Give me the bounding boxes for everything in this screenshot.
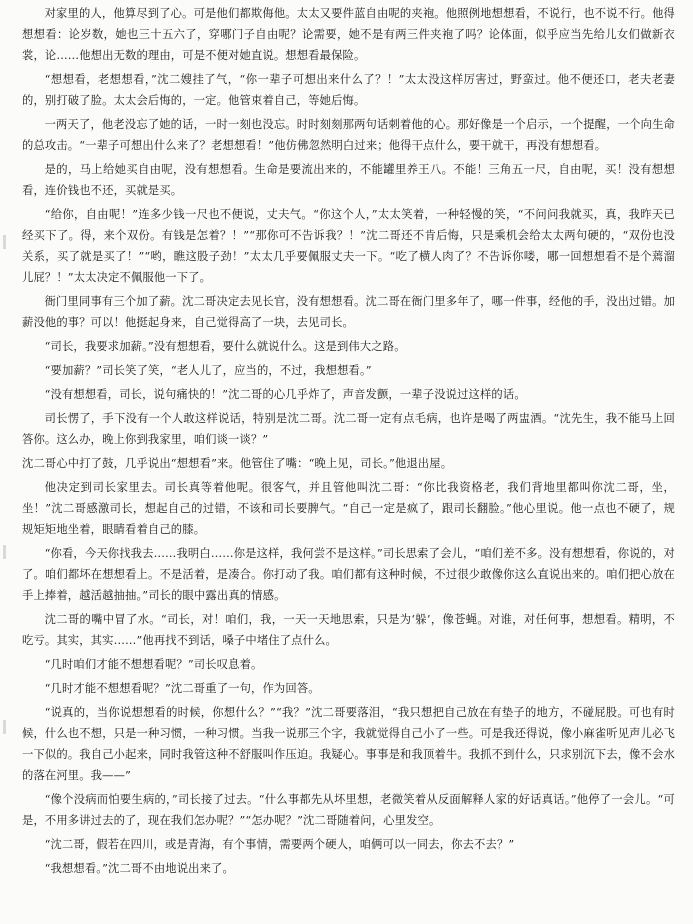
paragraph: “几时咱们才能不想想看呢？”司长叹息着。 (44, 658, 263, 671)
paragraph: “给你，自由呢！”连多少钱一尺也不便说，丈夫气。“你这个人，”太太笑着，一种轻慢的笑，“不问问我就买，真，我昨天已经买下了。得，来个双份。有钱是怎着？！”“那你可不告诉我？！”沈二哥还不肯后悔，只是乘机会给太太两句硬的，“双份也没关系，买了就是买了！”“哟，瞧这股子劲！”太太几乎要佩服丈夫一下。“吃了横人肉了？不告诉你喽，哪一回想想看不是个蔫溜儿屁？！”太太决定不佩服他一下了。 (22, 208, 675, 284)
paragraph: 沈二哥心中打了鼓，几乎说出“想想看”来。他管住了嘴：“晚上见，司长。”他退出屋。 (22, 457, 453, 470)
scan-margin-mark (3, 235, 6, 249)
paragraph: “沈二哥，假若在四川，或是青海，有个事情，需要两个硬人，咱俩可以一同去，你去不去？” (44, 838, 515, 851)
paragraph: “像个没病而怕要生病的，”司长接了过去。“什么事都先从坏里想，老微笑着从反面解释人家的好话真话。”他停了一会儿。“可是，不用多讲过去的了，现在我们怎办呢？”“怎办呢？”沈二哥随着问，心里发空。 (22, 793, 675, 827)
paragraph: 对家里的人，他算尽到了心。可是他们都欺侮他。太太又要件蓝自由呢的夹袍。他照例地想想看，不说行，也不说不行。他得想想看：论岁数，她也三十五六了，穿哪门子自由呢？论需要，她不是有两三件夹袍了吗？论体面，似乎应当先给儿女们做新衣裳，论……他想出无数的理由，可是不便对她直说。想想看最保险。 (22, 7, 675, 62)
paragraph: “司长，我要求加薪。”没有想想看，要什么就说什么。这是到伟大之路。 (44, 340, 406, 353)
paragraph: 司长愣了，手下没有一个人敢这样说话，特别是沈二哥。沈二哥一定有点毛病，也许是喝了两盅酒。“沈先生，我不能马上回答你。这么办，晚上你到我家里，咱们谈一谈？” (22, 412, 675, 446)
paragraph: “要加薪？”司长笑了笑，“老人儿了，应当的，不过，我想想看。” (44, 364, 372, 377)
paragraph: “说真的，当你说想想看的时候，你想什么？”“我？”沈二哥要落泪，“我只想把自己放在有垫子的地方，不碰屁股。可也有时候，什么也不想，只是一种习惯，一种习惯。当我一说那三个字，我就觉得自己小了一些。可是我还得说，像小麻雀听见声儿必飞一下似的。我自己小起来，同时我管这种不舒服叫作压迫。我疑心。事事是和我顶着牛。我抓不到什么，只求别沉下去，像不会水的落在河里。我——” (22, 706, 675, 782)
paragraph: 一两天了，他老没忘了她的话，一时一刻也没忘。时时刻刻那两句话刺着他的心。那好像是一个启示，一个提醒，一个向生命的总攻击。“一辈子可想出什么来了？老想想看！”他仿佛忽然明白过来；他得干点什么，要干就干，再没有想想看。 (22, 118, 675, 152)
paragraph: 衙门里同事有三个加了薪。沈二哥决定去见长官，没有想想看。沈二哥在衙门里多年了，哪一件事，经他的手，没出过错。加薪没他的事？可以！他挺起身来，自己觉得高了一块，去见司长。 (22, 295, 675, 329)
paragraph: 他决定到司长家里去。司长真等着他呢。很客气，并且管他叫沈二哥：“你比我资格老，我们背地里都叫你沈二哥，坐，坐！”沈二哥感激司长，想起自己的过错，不该和司长要脾气。“自己一定是疯了，跟司长翻脸。”他心里说。他一点也不硬了，规规矩矩地坐着，眼睛看着自己的膝。 (22, 481, 675, 536)
paragraph: “想想看，老想想看，”沈二嫂挂了气，“你一辈子可想出来什么了？！”太太没这样厉害过，野蛮过。他不便还口，老夫老妻的，别打破了脸。太太会后悔的，一定。他管束着自己，等她后悔。 (22, 73, 675, 107)
paragraph: 沈二哥的嘴中冒了水。“司长，对！咱们，我，一天一天地思索，只是为‘躲’，像苍蝇。对谁，对任何事，想想看。精明，不吃亏。其实，其实……”他再找不到话，嗓子中堵住了点什么。 (22, 613, 675, 647)
scan-margin-mark (3, 720, 6, 734)
paragraph: “没有想想看，司长，说句痛快的！”沈二哥的心几乎炸了，声音发颤，一辈子没说过这样的话。 (44, 388, 526, 401)
scan-margin-mark (3, 545, 6, 559)
paragraph: “你看，今天你找我去……我明白……你是这样，我何尝不是这样。”司长思索了会儿，“咱们差不多。没有想想看，你说的，对了。咱们都坏在想想看上。不是活着，是凑合。你打动了我。咱们都有这种时候，不过很少敢像你这么直说出来的。咱们把心放在手上捧着，越活越抽抽。”司长的眼中露出真的情感。 (22, 547, 675, 602)
paragraph: “几时才能不想想看呢？”沈二哥重了一句，作为回答。 (44, 682, 320, 695)
paragraph: 是的，马上给她买自由呢，没有想想看。生命是要流出来的，不能罐里养王八。不能！三角五一尺，自由呢，买！没有想想看，连价钱也不还，买就是买。 (22, 163, 675, 197)
paragraph: “我想想看。”沈二哥不由地说出来了。 (44, 862, 234, 875)
